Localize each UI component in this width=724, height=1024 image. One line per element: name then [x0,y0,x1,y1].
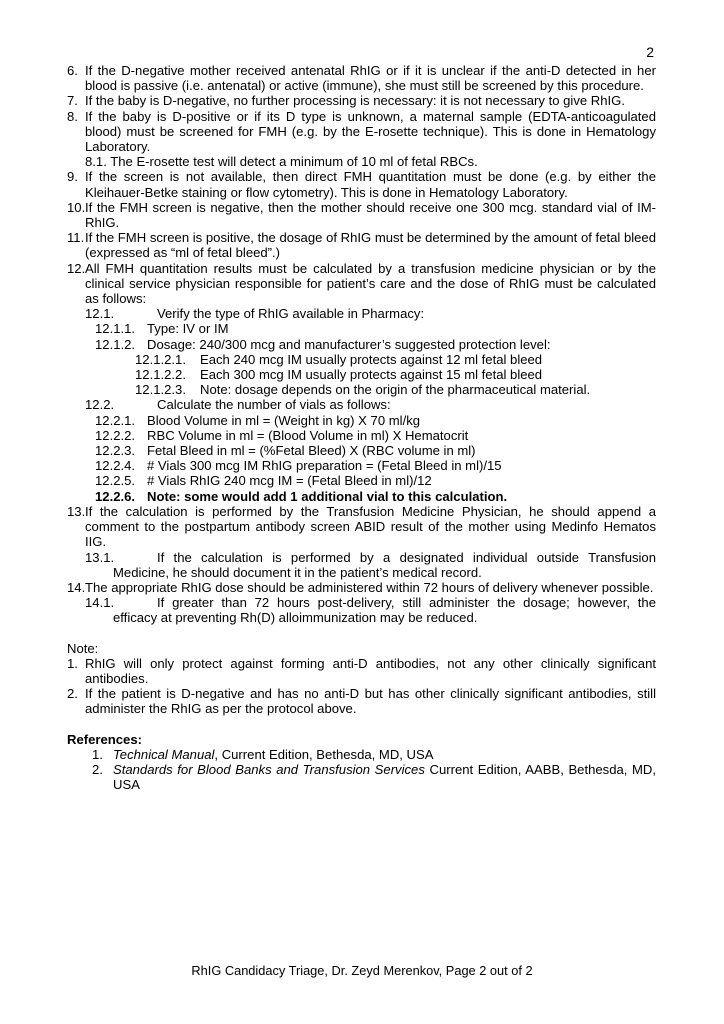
item-text: Each 300 mcg IM usually protects against 15 ml fetal bleed [200,367,543,383]
item-number: 12.1.2. [95,336,136,352]
item-text: RBC Volume in ml = (Blood Volume in ml) X Hematocrit [147,427,469,443]
item-number: 12.2.6. [95,488,136,504]
item-text: Note: dosage depends on the origin of the pharmaceutical material. [200,382,591,398]
list-item [67,367,656,382]
list-item [67,230,656,260]
item-number: 9. [67,169,78,185]
item-text: RhIG will only protect against forming anti-D antibodies, not any other clinically significant antibodies. [85,655,656,686]
list-item [67,63,656,93]
item-text: Verify the type of RhIG available in Pharmacy: [157,306,425,322]
page-number: 2 [646,44,654,60]
item-number: 12.2.3. [95,443,136,459]
list-item [67,352,656,367]
list-item [67,458,656,473]
item-text: The appropriate RhIG dose should be administered within 72 hours of delivery whenever possible. [85,579,654,595]
page-footer: RhIG Candidacy Triage, Dr. Zeyd Merenkov, Page 2 out of 2 [191,963,533,978]
item-number: 12.2.5. [95,473,136,489]
list-item [67,550,656,580]
item-number: 7. [67,93,78,109]
item-number: 2. [92,761,103,777]
item-number: 6. [67,63,78,78]
item-number: 12.1.2.2. [135,367,186,383]
list-item [67,200,656,230]
item-number: 8.1. [85,154,107,170]
note-item [67,686,656,716]
list-item [67,306,656,321]
list-item [67,109,656,155]
item-text: Type: IV or IM [147,321,229,337]
reference-title: Standards for Blood Banks and Transfusion Services [113,761,425,777]
list-item [67,413,656,428]
item-text: Blood Volume in ml = (Weight in kg) X 70 ml/kg [147,412,421,428]
item-number: 10. [67,199,86,215]
item-number: 12.1. [85,306,115,322]
item-number: 13.1. [85,549,115,565]
list-item [67,169,656,199]
item-text: If the screen is not available, then direct FMH quantitation must be done (e.g. by either the Kleihauer-Betke staining or flow cytometry). This is done in Hematology Laboratory. [85,169,656,200]
list-item [67,93,656,108]
note-item [67,656,656,686]
reference-item [67,762,656,792]
item-number: 12.2.4. [95,458,136,474]
item-text: If the FMH screen is positive, the dosage of RhIG must be determined by the amount of fetal bleed (expressed as “ml of fetal bleed”.) [85,230,656,261]
item-number: 1. [67,655,78,671]
item-text: Fetal Bleed in ml = (%Fetal Bleed) X (RBC volume in ml) [147,443,476,459]
item-number: 8. [67,108,78,124]
item-text: If the FMH screen is negative, then the mother should receive one 300 mcg. standard vial of IM-RhIG. [85,199,656,231]
item-number: 11. [67,230,85,246]
item-text: All FMH quantitation results must be calculated by a transfusion medicine physician or by the clinical service physician responsible for patient’s care and the dose of RhIG must be calculated as follows: [85,260,656,307]
list-item [67,428,656,443]
list-item [67,321,656,336]
list-item [67,489,656,504]
list-item [67,382,656,397]
item-text: If the baby is D-positive or if its D type is unknown, a maternal sample (EDTA-anticoagulated blood) must be screened for FMH (e.g. by the E-rosette technique). This is done in Hematology Laboratory. [85,108,656,155]
note-heading: Note: [67,640,99,656]
item-text: # Vials 300 mcg IM RhIG preparation = (Fetal Bleed in ml)/15 [147,458,502,474]
item-number: 12.1.2.3. [135,382,186,398]
item-number: 1. [92,746,103,762]
item-text: If the patient is D-negative and has no anti-D but has other clinically significant antibodies, still administer the RhIG as per the protocol above. [85,686,656,717]
item-text: Note: some would add 1 additional vial to this calculation. [147,488,508,504]
item-text: The E-rosette test will detect a minimum of 10 ml of fetal RBCs. [110,154,478,170]
list-item [67,261,656,307]
list-item [67,473,656,488]
item-number: 12.1.2.1. [135,351,186,367]
list-item [67,595,656,625]
references-heading: References: [67,731,142,747]
reference-details: Current Edition, AABB, Bethesda, MD, USA [113,761,656,793]
item-number: 13. [67,503,86,519]
item-number: 14.1. [85,595,115,611]
reference-item [67,747,656,762]
reference-title: Technical Manual [113,746,215,762]
item-text: If the calculation is performed by a designated individual outside Transfusion Medicine, he should document it in the patient’s medical record. [113,549,656,580]
item-text: If the baby is D-negative, no further processing is necessary: it is not necessary to give RhIG. [85,93,626,109]
item-number: 12.2.2. [95,427,136,443]
item-number: 12.1.1. [95,321,136,337]
document-body [67,63,656,792]
item-text: If greater than 72 hours post-delivery, still administer the dosage; however, the efficacy at preventing Rh(D) alloimmunization may be reduced. [113,595,656,626]
item-text: If the calculation is performed by the Transfusion Medicine Physician, he should append a comment to the postpartum antibody screen ABID result of the mother using Medinfo Hematos IIG. [85,503,656,550]
list-item [67,397,656,412]
reference-details: , Current Edition, Bethesda, MD, USA [214,746,434,762]
item-number: 12. [67,260,86,276]
list-item [67,154,656,169]
item-text: # Vials RhIG 240 mcg IM = (Fetal Bleed in ml)/12 [147,473,432,489]
item-text: Dosage: 240/300 mcg and manufacturer’s suggested protection level: [147,336,551,352]
list-item [67,504,656,550]
item-number: 14. [67,579,86,595]
item-text: If the D-negative mother received antenatal RhIG or if it is unclear if the anti-D detected in her blood is passive (i.e. antenatal) or active (immune), she must still be screened by this procedure. [85,63,656,94]
item-text: Calculate the number of vials as follows: [157,397,391,413]
list-item [67,337,656,352]
list-item [67,580,656,595]
item-text: Each 240 mcg IM usually protects against 12 ml fetal bleed [200,351,543,367]
item-number: 2. [67,686,78,702]
list-item [67,443,656,458]
item-number: 12.2.1. [95,412,136,428]
item-number: 12.2. [85,397,115,413]
